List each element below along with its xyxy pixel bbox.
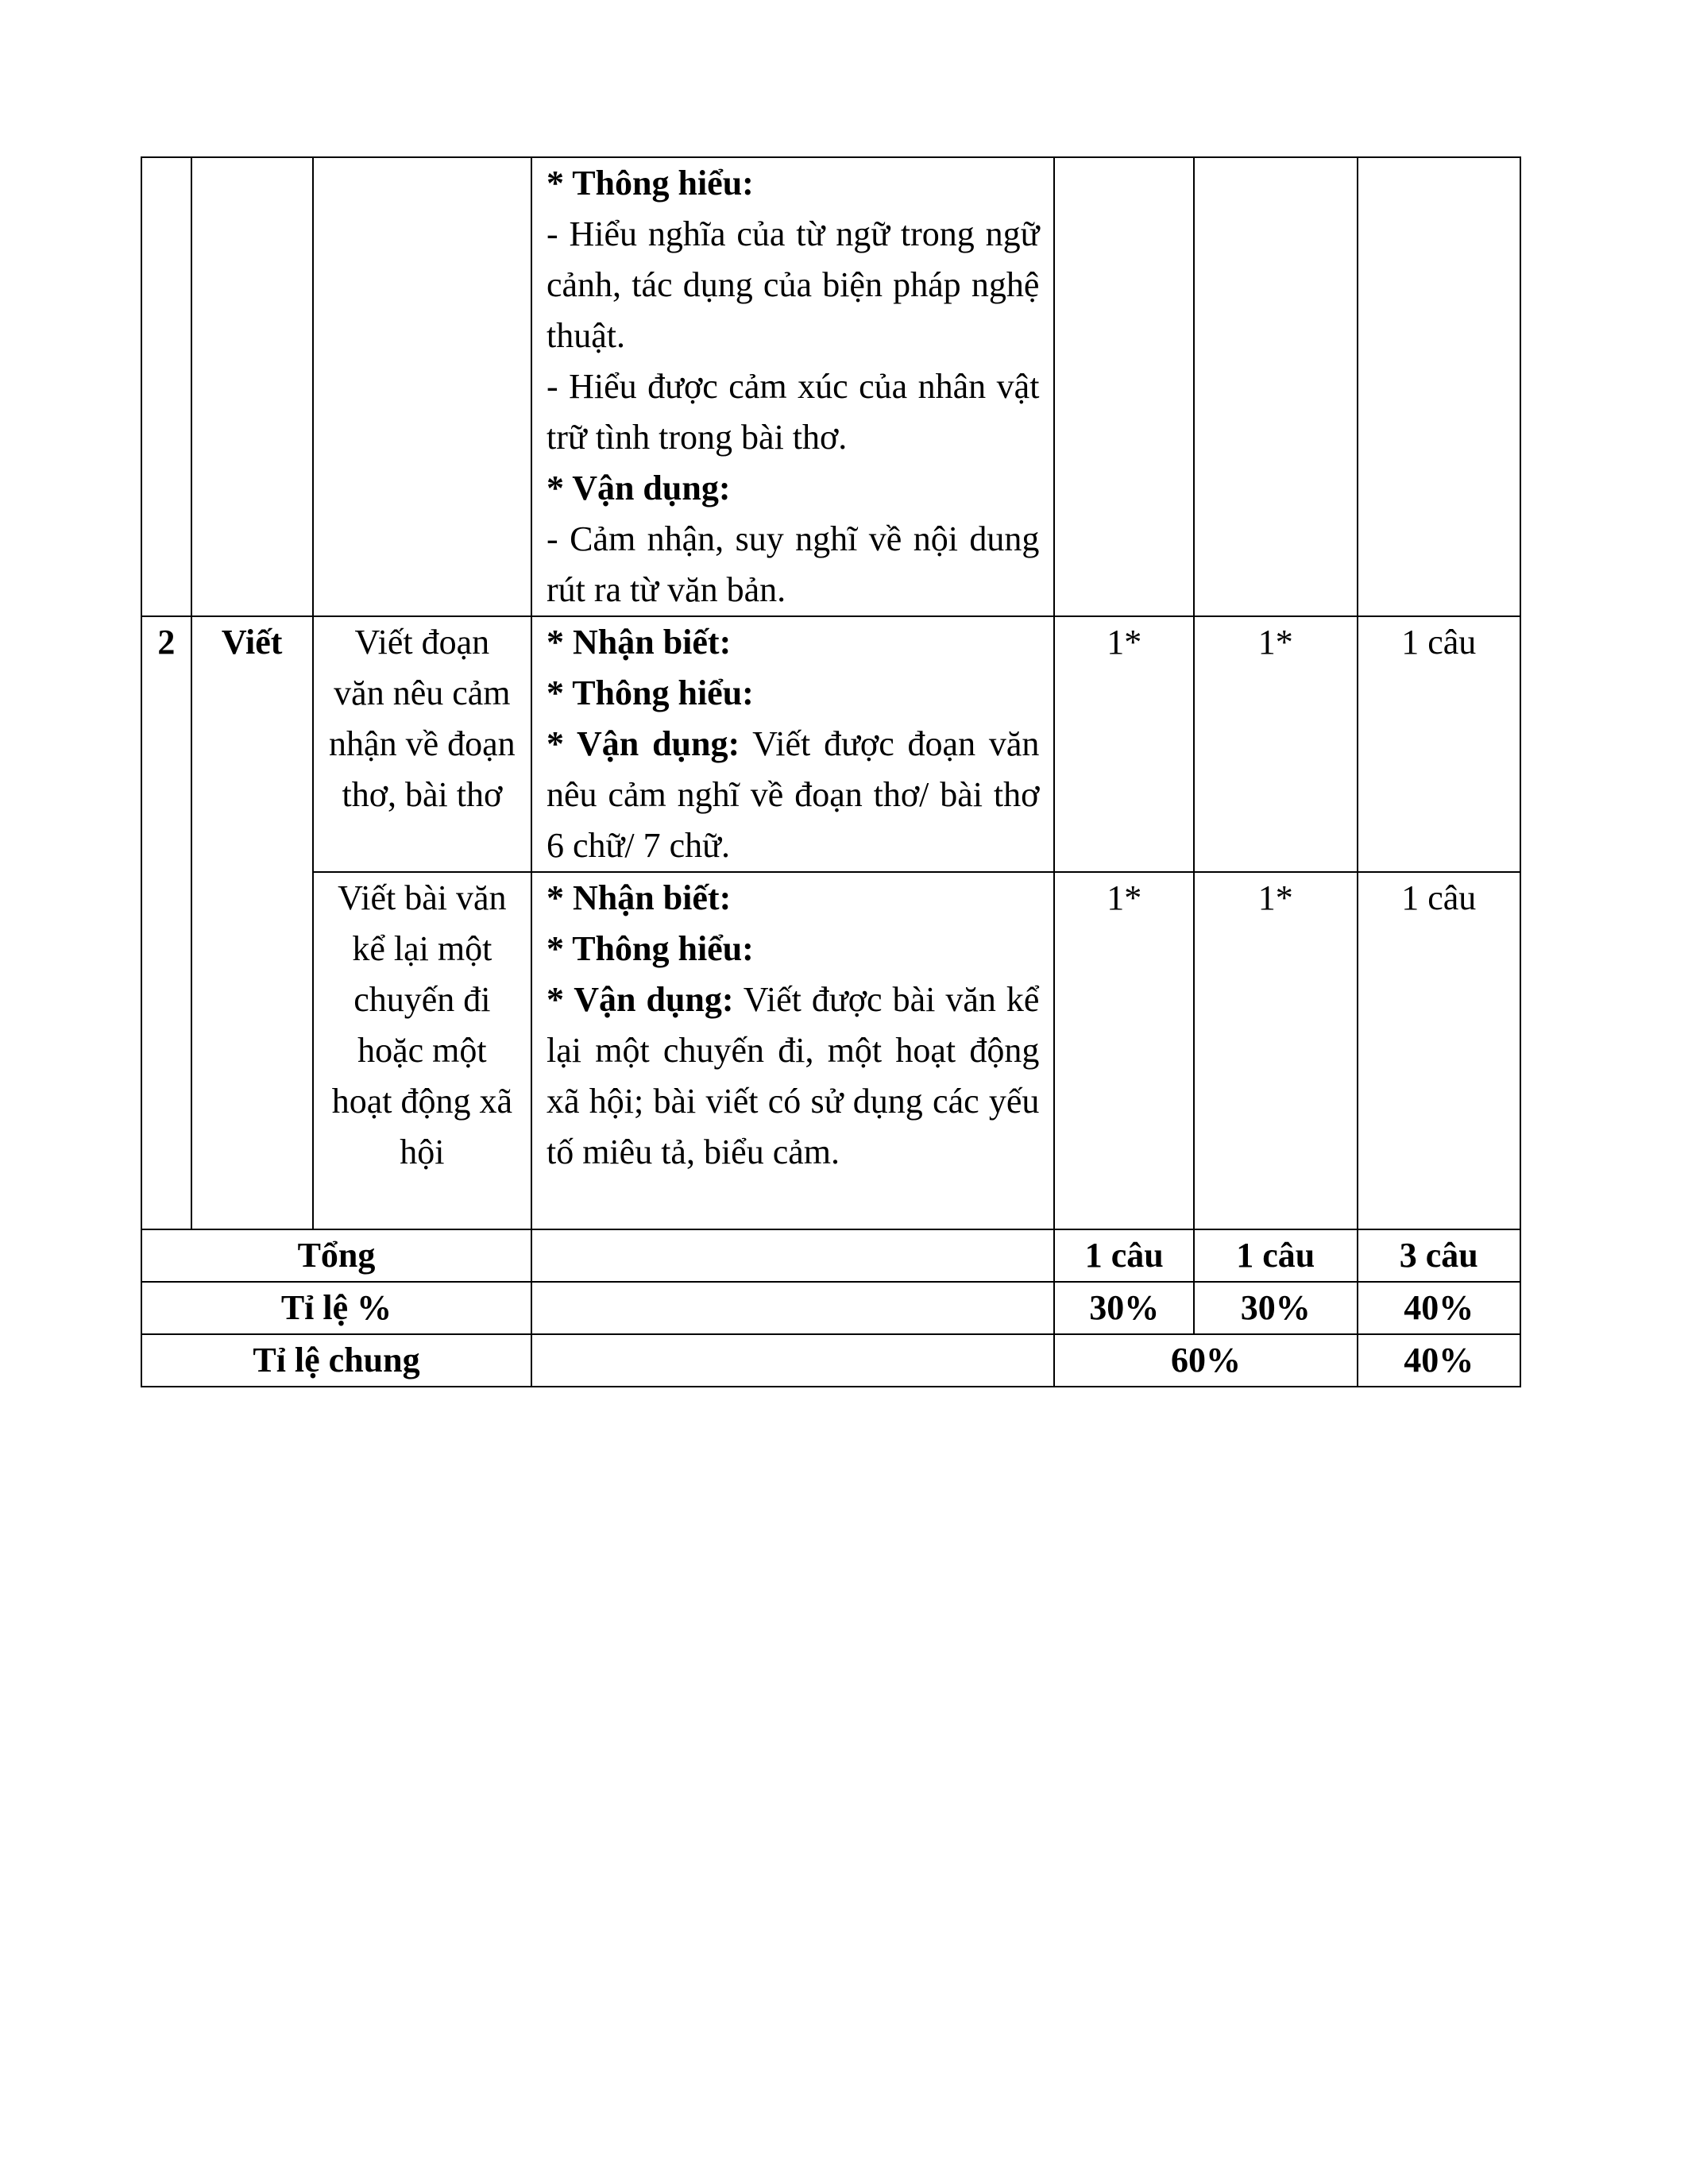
level-heading: * Nhận biết: bbox=[546, 878, 732, 917]
total-row bbox=[141, 1229, 1520, 1282]
description-text: Viết được đoạn văn nêu cảm nghĩ về đoạn thơ/ bài thơ 6 chữ/ 7 chữ. bbox=[546, 724, 1040, 865]
ratio-label: Tỉ lệ % bbox=[141, 1282, 531, 1334]
ratio-row bbox=[141, 1282, 1520, 1334]
count-cell: 1 câu bbox=[1358, 872, 1521, 1229]
count-cell: 1* bbox=[1194, 872, 1357, 1229]
unit-cell: Viết đoạn văn nêu cảm nhận về đoạn thơ, bài thơ bbox=[313, 616, 531, 872]
description-text: - Cảm nhận, suy nghĩ về nội dung rút ra từ văn bản. bbox=[546, 519, 1040, 609]
ratio-cell: 30% bbox=[1194, 1282, 1357, 1334]
ratio-cell: 30% bbox=[1054, 1282, 1194, 1334]
level-heading: * Thông hiểu: bbox=[546, 929, 754, 968]
overall-ratio-row bbox=[141, 1334, 1520, 1387]
empty-cell bbox=[531, 1282, 1054, 1334]
description-text: - Hiểu được cảm xúc của nhân vật trữ tình trong bài thơ. bbox=[546, 367, 1040, 457]
specification-table bbox=[141, 156, 1521, 1387]
skill-cell bbox=[191, 157, 313, 616]
count-cell: 1 câu bbox=[1054, 1229, 1194, 1282]
unit-cell bbox=[313, 157, 531, 616]
description-cell bbox=[531, 872, 1054, 1229]
description-text: - Hiểu nghĩa của từ ngữ trong ngữ cảnh, tác dụng của biện pháp nghệ thuật. bbox=[546, 214, 1040, 355]
table-row bbox=[141, 157, 1520, 616]
empty-cell bbox=[531, 1229, 1054, 1282]
ratio-cell: 40% bbox=[1358, 1282, 1521, 1334]
count-cell bbox=[1358, 157, 1521, 616]
count-cell: 3 câu bbox=[1358, 1229, 1521, 1282]
total-label: Tổng bbox=[141, 1229, 531, 1282]
ratio-cell: 40% bbox=[1358, 1334, 1521, 1387]
stt-cell bbox=[141, 157, 191, 616]
empty-cell bbox=[531, 1334, 1054, 1387]
count-cell bbox=[1194, 157, 1357, 616]
level-heading: * Thông hiểu: bbox=[546, 673, 754, 712]
ratio-cell: 60% bbox=[1054, 1334, 1357, 1387]
count-cell: 1* bbox=[1054, 616, 1194, 872]
table-row bbox=[141, 872, 1520, 1229]
description-text: Viết được bài văn kể lại một chuyến đi, một hoạt động xã hội; bài viết có sử dụng các yếu tố miêu tả, biểu cảm. bbox=[546, 980, 1040, 1171]
stt-cell: 2 bbox=[141, 616, 191, 1229]
level-heading: * Thông hiểu: bbox=[546, 164, 754, 203]
count-cell: 1* bbox=[1194, 616, 1357, 872]
count-cell: 1* bbox=[1054, 872, 1194, 1229]
table-row bbox=[141, 616, 1520, 872]
level-heading: * Nhận biết: bbox=[546, 623, 732, 662]
count-cell bbox=[1054, 157, 1194, 616]
description-cell bbox=[531, 616, 1054, 872]
count-cell: 1 câu bbox=[1358, 616, 1521, 872]
count-cell: 1 câu bbox=[1194, 1229, 1357, 1282]
level-heading: * Vận dụng: bbox=[546, 980, 734, 1019]
skill-cell: Viết bbox=[191, 616, 313, 1229]
unit-cell: Viết bài văn kể lại một chuyến đi hoặc một hoạt động xã hội bbox=[313, 872, 531, 1229]
level-heading: * Vận dụng: bbox=[546, 724, 740, 763]
level-heading: * Vận dụng: bbox=[546, 469, 731, 507]
overall-ratio-label: Tỉ lệ chung bbox=[141, 1334, 531, 1387]
description-cell bbox=[531, 157, 1054, 616]
